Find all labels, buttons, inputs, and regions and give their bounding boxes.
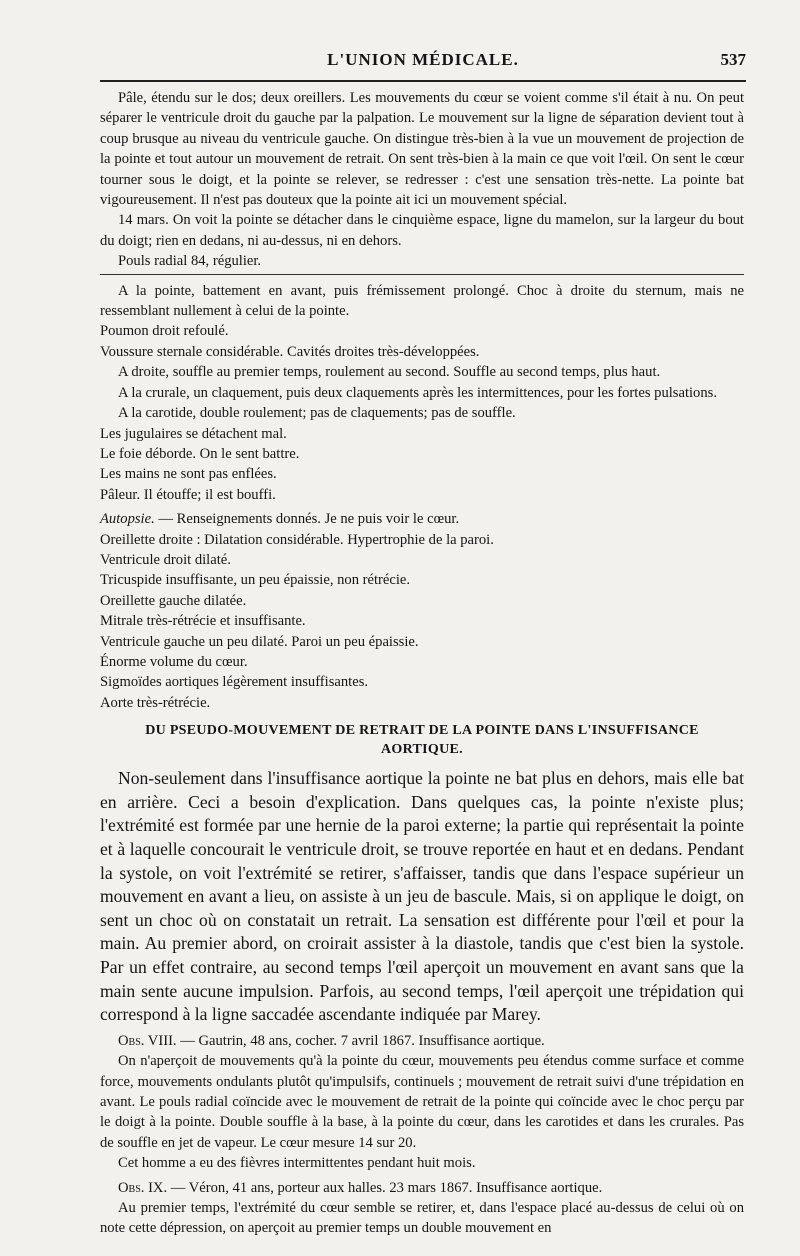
- section-title: DU PSEUDO-MOUVEMENT DE RETRAIT DE LA POINTE DANS L'INSUFFISANCE AORTIQUE.: [145, 723, 699, 758]
- observation-label: Obs. VIII.: [118, 1032, 177, 1049]
- autopsy-item: Énorme volume du cœur.: [100, 653, 248, 670]
- paragraph: 14 mars. On voit la pointe se détacher dans le cinquième espace, ligne du mamelon, sur la largeur du bout du doigt; rien en dedans, ni au-dessus, ni en dehors.: [100, 212, 744, 249]
- autopsy-item: Ventricule gauche un peu dilaté. Paroi un peu épaissie.: [100, 633, 419, 650]
- observation-heading: [100, 1031, 744, 1051]
- paragraph: Les mains ne sont pas enflées.: [100, 466, 277, 483]
- autopsy-item: Oreillette droite : Dilatation considérable. Hypertrophie de la paroi.: [100, 531, 494, 548]
- observation-label: Obs. IX.: [118, 1179, 168, 1196]
- paragraph: Pâle, étendu sur le dos; deux oreillers. Les mouvements du cœur se voient comme s'il était à nu. On peut séparer le ventricule droit du gauche par la palpation. Le mouvement sur la ligne de séparation devient tout à coup brusque au niveau du ventricule gauche. On distingue très-bien à la vue un mouvement de projection de la pointe et tout autour un mouvement de retrait. On sent très-bien à la main ce que voit l'œil. On sent le cœur tourner sous le doigt, et la pointe se relever, se redresser : c'est une sensation très-nette. La pointe bat vigoureusement. Il n'est pas douteux que la pointe ait ici un mouvement spécial.: [100, 90, 744, 209]
- paragraph: A la crurale, un claquement, puis deux claquements après les intermittences, pour les fortes pulsations.: [118, 384, 717, 401]
- observation-header: — Véron, 41 ans, porteur aux halles. 23 mars 1867. Insuffisance aortique.: [167, 1179, 603, 1196]
- paragraph: Cet homme a eu des fièvres intermittentes pendant huit mois.: [118, 1155, 476, 1172]
- paragraph: A la carotide, double roulement; pas de claquements; pas de souffle.: [118, 405, 516, 422]
- header-rule: [100, 80, 746, 82]
- autopsy-heading: [100, 509, 744, 529]
- running-head: [100, 50, 746, 76]
- paragraph: Poumon droit refoulé.: [100, 323, 229, 340]
- separator-rule: [100, 274, 744, 275]
- paragraph: Voussure sternale considérable. Cavités droites très-développées.: [100, 343, 480, 360]
- paragraph: A droite, souffle au premier temps, roulement au second. Souffle au second temps, plus haut.: [118, 364, 661, 381]
- autopsy-label: Autopsie.: [100, 511, 155, 528]
- autopsy-item: Mitrale très-rétrécie et insuffisante.: [100, 613, 306, 630]
- paragraph: On n'aperçoit de mouvements qu'à la pointe du cœur, mouvements peu étendus comme surface et comme force, mouvements ondulants plutôt qu'impulsifs, continuels ; mouvement de retrait suivi d'une trépidation en avant. Le pouls radial coïncide avec le mouvement de retrait de la pointe qui coïncide avec le choc perçu par le doigt à la pointe. Double souffle à la base, à la pointe du cœur, dans les carotides et dans les crurales. Pas de souffle en jet de vapeur. Le cœur mesure 14 sur 20.: [100, 1053, 744, 1151]
- autopsy-item: Aorte très-rétrécie.: [100, 694, 211, 711]
- paragraph: Pouls radial 84, régulier.: [118, 253, 262, 270]
- observation-header: — Gautrin, 48 ans, cocher. 7 avril 1867. Insuffisance aortique.: [176, 1032, 545, 1049]
- running-title: L'UNION MÉDICALE.: [327, 50, 519, 69]
- main-paragraph: Non-seulement dans l'insuffisance aortique la pointe ne bat plus en dehors, mais elle bat en arrière. Ceci a besoin d'explication. Dans quelques cas, la pointe n'existe plus; l'extrémité est formée par une hernie de la paroi externe; la partie qui représentait la pointe et à laquelle concourait le ventricule droit, se trouve reportée en haut et en dedans. Pendant la systole, on voit l'extrémité se retirer, s'affaisser, tandis que dans l'espace supérieur un mouvement en avant a lieu, on assiste à un jeu de bascule. Mais, si on applique le doigt, on sent un choc où on constatait un retrait. La sensation est différente pour l'œil et pour la main. Au premier abord, on croirait assister à la diastole, tandis que c'est bien la systole. Par un effet contraire, au second temps l'œil aperçoit un mouvement en avant sans que la main sente aucune impulsion. Parfois, au second temps, l'œil aperçoit une trépidation qui correspond à la ligne saccadée ascendante indiquée par Marey.: [100, 768, 744, 1025]
- page-number: 537: [720, 50, 746, 69]
- autopsy-item: Oreillette gauche dilatée.: [100, 592, 247, 609]
- paragraph: Pâleur. Il étouffe; il est bouffi.: [100, 486, 276, 503]
- page-body: [100, 88, 744, 1239]
- autopsy-item: Ventricule droit dilaté.: [100, 551, 231, 568]
- paragraph: Le foie déborde. On le sent battre.: [100, 445, 300, 462]
- autopsy-item: Sigmoïdes aortiques légèrement insuffisantes.: [100, 674, 369, 691]
- observation-heading: [100, 1178, 744, 1198]
- paragraph: A la pointe, battement en avant, puis frémissement prolongé. Choc à droite du sternum, mais ne ressemblant nullement à celui de la pointe.: [100, 282, 744, 320]
- paragraph: Au premier temps, l'extrémité du cœur semble se retirer, et, dans l'espace placé au-dessus de celui où on note cette dépression, on aperçoit au premier temps un double mouvement en: [100, 1199, 744, 1237]
- autopsy-text: — Renseignements donnés. Je ne puis voir le cœur.: [154, 511, 460, 528]
- paragraph: Les jugulaires se détachent mal.: [100, 425, 287, 442]
- autopsy-item: Tricuspide insuffisante, un peu épaissie, non rétrécie.: [100, 572, 411, 589]
